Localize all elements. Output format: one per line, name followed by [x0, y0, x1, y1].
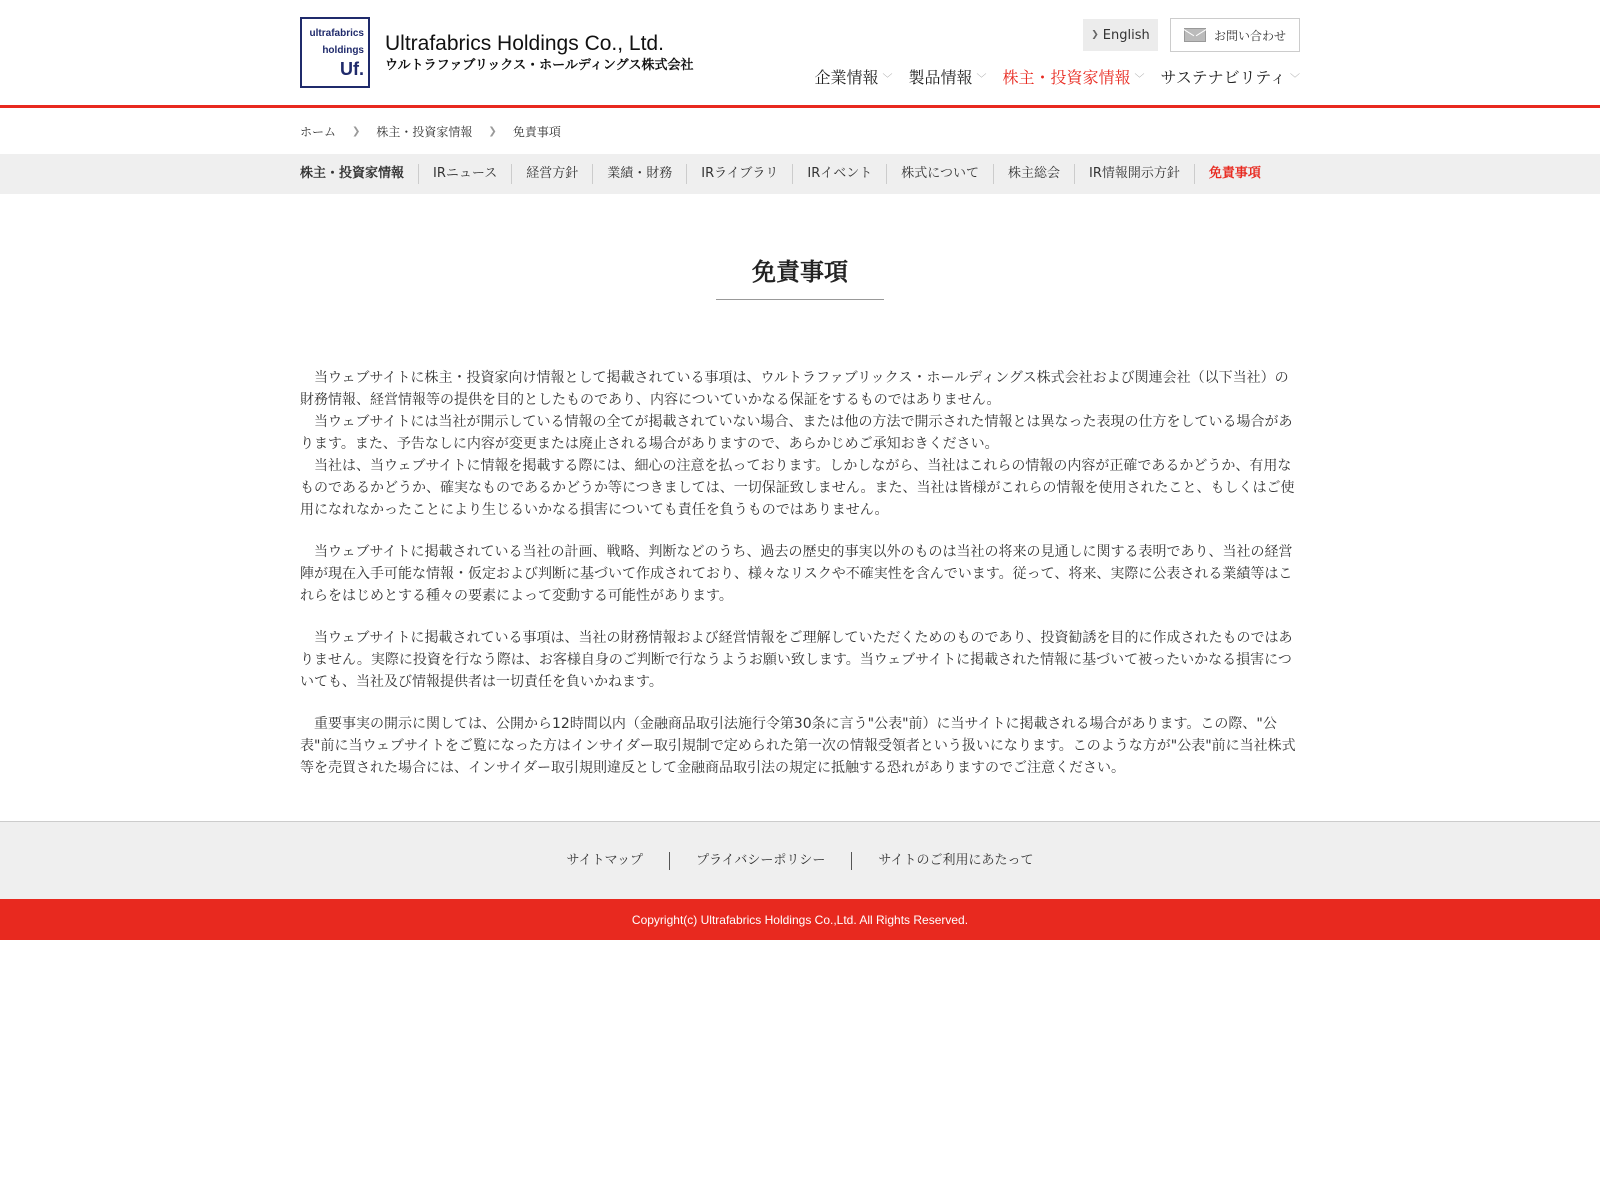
- breadcrumb-ir[interactable]: 株主・投資家情報: [376, 124, 473, 139]
- subnav-financials[interactable]: 業績・財務: [592, 164, 686, 184]
- subnav-disclosure-policy[interactable]: IR情報開示方針: [1074, 164, 1194, 184]
- logo-mark: [300, 17, 370, 88]
- logo-text: [385, 31, 694, 75]
- english-label: English: [1102, 27, 1150, 43]
- chevron-down-icon: ﹀: [882, 74, 893, 85]
- page-title: 免責事項: [716, 252, 884, 300]
- global-nav-company[interactable]: [815, 65, 893, 88]
- subnav-ir-top[interactable]: 株主・投資家情報: [300, 166, 405, 181]
- english-button[interactable]: [1083, 19, 1158, 51]
- disclaimer-paragraph: 当ウェブサイトに株主・投資家向け情報として掲載されている事項は、ウルトラファブリックス・ホールディングス株式会社および関連会社（以下当社）の財務情報、経営情報等の提供を目的としたものであり、内容についていかなる保証をするものではありません。: [300, 370, 1289, 408]
- disclaimer-paragraph: 当ウェブサイトに掲載されている当社の計画、戦略、判断などのうち、過去の歴史的事実以外のものは当社の将来の見通しに関する表明であり、当社の経営陣が現在入手可能な情報・仮定および判断に基づいて作成されており、様々なリスクや不確実性を含んでいます。従って、将来、実際に公表される業績等はこれらをはじめとする種々の要素によって変動する可能性があります。: [300, 544, 1293, 604]
- subnav-ir-library[interactable]: IRライブラリ: [686, 164, 792, 184]
- site-footer: [0, 821, 1600, 940]
- chevron-down-icon: ﹀: [1134, 74, 1145, 85]
- site-logo[interactable]: [300, 17, 694, 88]
- copyright: Copyright(c) Ultrafabrics Holdings Co.,Ltd. All Rights Reserved.: [0, 899, 1600, 940]
- logo-line2: holdings: [322, 45, 364, 56]
- contact-button[interactable]: [1170, 18, 1300, 52]
- global-nav-label: サステナビリティ: [1160, 68, 1286, 87]
- global-nav-products[interactable]: [909, 65, 987, 88]
- main-content: [0, 194, 1600, 779]
- chevron-down-icon: ﹀: [976, 74, 987, 85]
- company-name-en: Ultrafabrics Holdings Co., Ltd.: [385, 31, 664, 55]
- contact-label: お問い合わせ: [1213, 28, 1286, 43]
- breadcrumb-home[interactable]: ホーム: [300, 124, 337, 139]
- logo-line1: ultrafabrics: [309, 28, 364, 39]
- disclaimer-paragraph: 当ウェブサイトには当社が開示している情報の全てが掲載されていない場合、または他の方法で開示された情報とは異なった表現の仕方をしている場合があります。また、予告なしに内容が変更または廃止される場合がありますので、あらかじめご承知おきください。: [300, 414, 1293, 452]
- footer-links: [0, 821, 1600, 899]
- utility-links: [1083, 19, 1300, 52]
- disclaimer-paragraph: 当ウェブサイトに掲載されている事項は、当社の財務情報および経営情報をご理解していただくためのものであり、投資勧誘を目的に作成されたものではありません。実際に投資を行なう際は、お客様自身のご判断で行なうようお願い致します。当ウェブサイトに掲載された情報に基づいて被ったいかなる損害についても、当社及び情報提供者は一切責任を負いかねます。: [300, 630, 1293, 690]
- subnav-ir-events[interactable]: IRイベント: [792, 164, 886, 184]
- logo-uf: Uf.: [340, 59, 364, 79]
- chevron-down-icon: ﹀: [1290, 74, 1300, 85]
- ir-subnav: [0, 154, 1600, 194]
- mail-icon: [1184, 28, 1206, 42]
- global-nav-sustainability[interactable]: [1161, 65, 1300, 88]
- breadcrumb-current: 免責事項: [512, 124, 561, 139]
- disclaimer-paragraph: 重要事実の開示に関しては、公開から12時間以内（金融商品取引法施行令第30条に言う"公表"前）に当サイトに掲載される場合があります。この際、"公表"前に当ウェブサイトをご覧になった方はインサイダー取引規制で定められた第一次の情報受領者という扱いになります。このような方が"公表"前に当社株式等を売買された場合には、インサイダー取引規則違反として金融商品取引法の規定に抵触する恐れがありますのでご注意ください。: [300, 716, 1296, 776]
- global-nav-ir[interactable]: [1003, 65, 1145, 88]
- global-nav-label: 製品情報: [908, 68, 973, 87]
- global-nav-label: 企業情報: [814, 68, 879, 87]
- global-nav: [799, 65, 1301, 88]
- chevron-right-icon: ❯: [488, 125, 497, 137]
- subnav-stock-info[interactable]: 株式について: [886, 164, 993, 184]
- site-header: [0, 0, 1600, 108]
- global-nav-label: 株主・投資家情報: [1002, 68, 1131, 87]
- company-name-ja: ウルトラファブリックス・ホールディングス株式会社: [385, 57, 694, 73]
- disclaimer-text: [300, 367, 1300, 779]
- page-title-wrap: [300, 252, 1300, 300]
- subnav-ir-news[interactable]: IRニュース: [418, 164, 511, 184]
- footer-link-sitemap[interactable]: サイトマップ: [566, 852, 644, 868]
- chevron-right-icon: ❯: [1091, 30, 1099, 40]
- breadcrumb: [300, 108, 1300, 154]
- chevron-right-icon: ❯: [352, 125, 361, 137]
- footer-link-privacy[interactable]: プライバシーポリシー: [669, 852, 851, 870]
- subnav-shareholders-meeting[interactable]: 株主総会: [993, 164, 1074, 184]
- disclaimer-paragraph: 当社は、当ウェブサイトに情報を掲載する際には、細心の注意を払っております。しかしながら、当社はこれらの情報の内容が正確であるかどうか、有用なものであるかどうか、確実なものであるかどうか等につきましては、一切保証致しません。また、当社は皆様がこれらの情報を使用されたこと、もしくはご使用になれなかったことにより生じるいかなる損害についても責任を負うものではありません。: [300, 458, 1295, 518]
- subnav-management-policy[interactable]: 経営方針: [511, 164, 592, 184]
- footer-link-terms[interactable]: サイトのご利用にあたって: [851, 852, 1059, 870]
- subnav-disclaimer[interactable]: 免責事項: [1194, 164, 1275, 184]
